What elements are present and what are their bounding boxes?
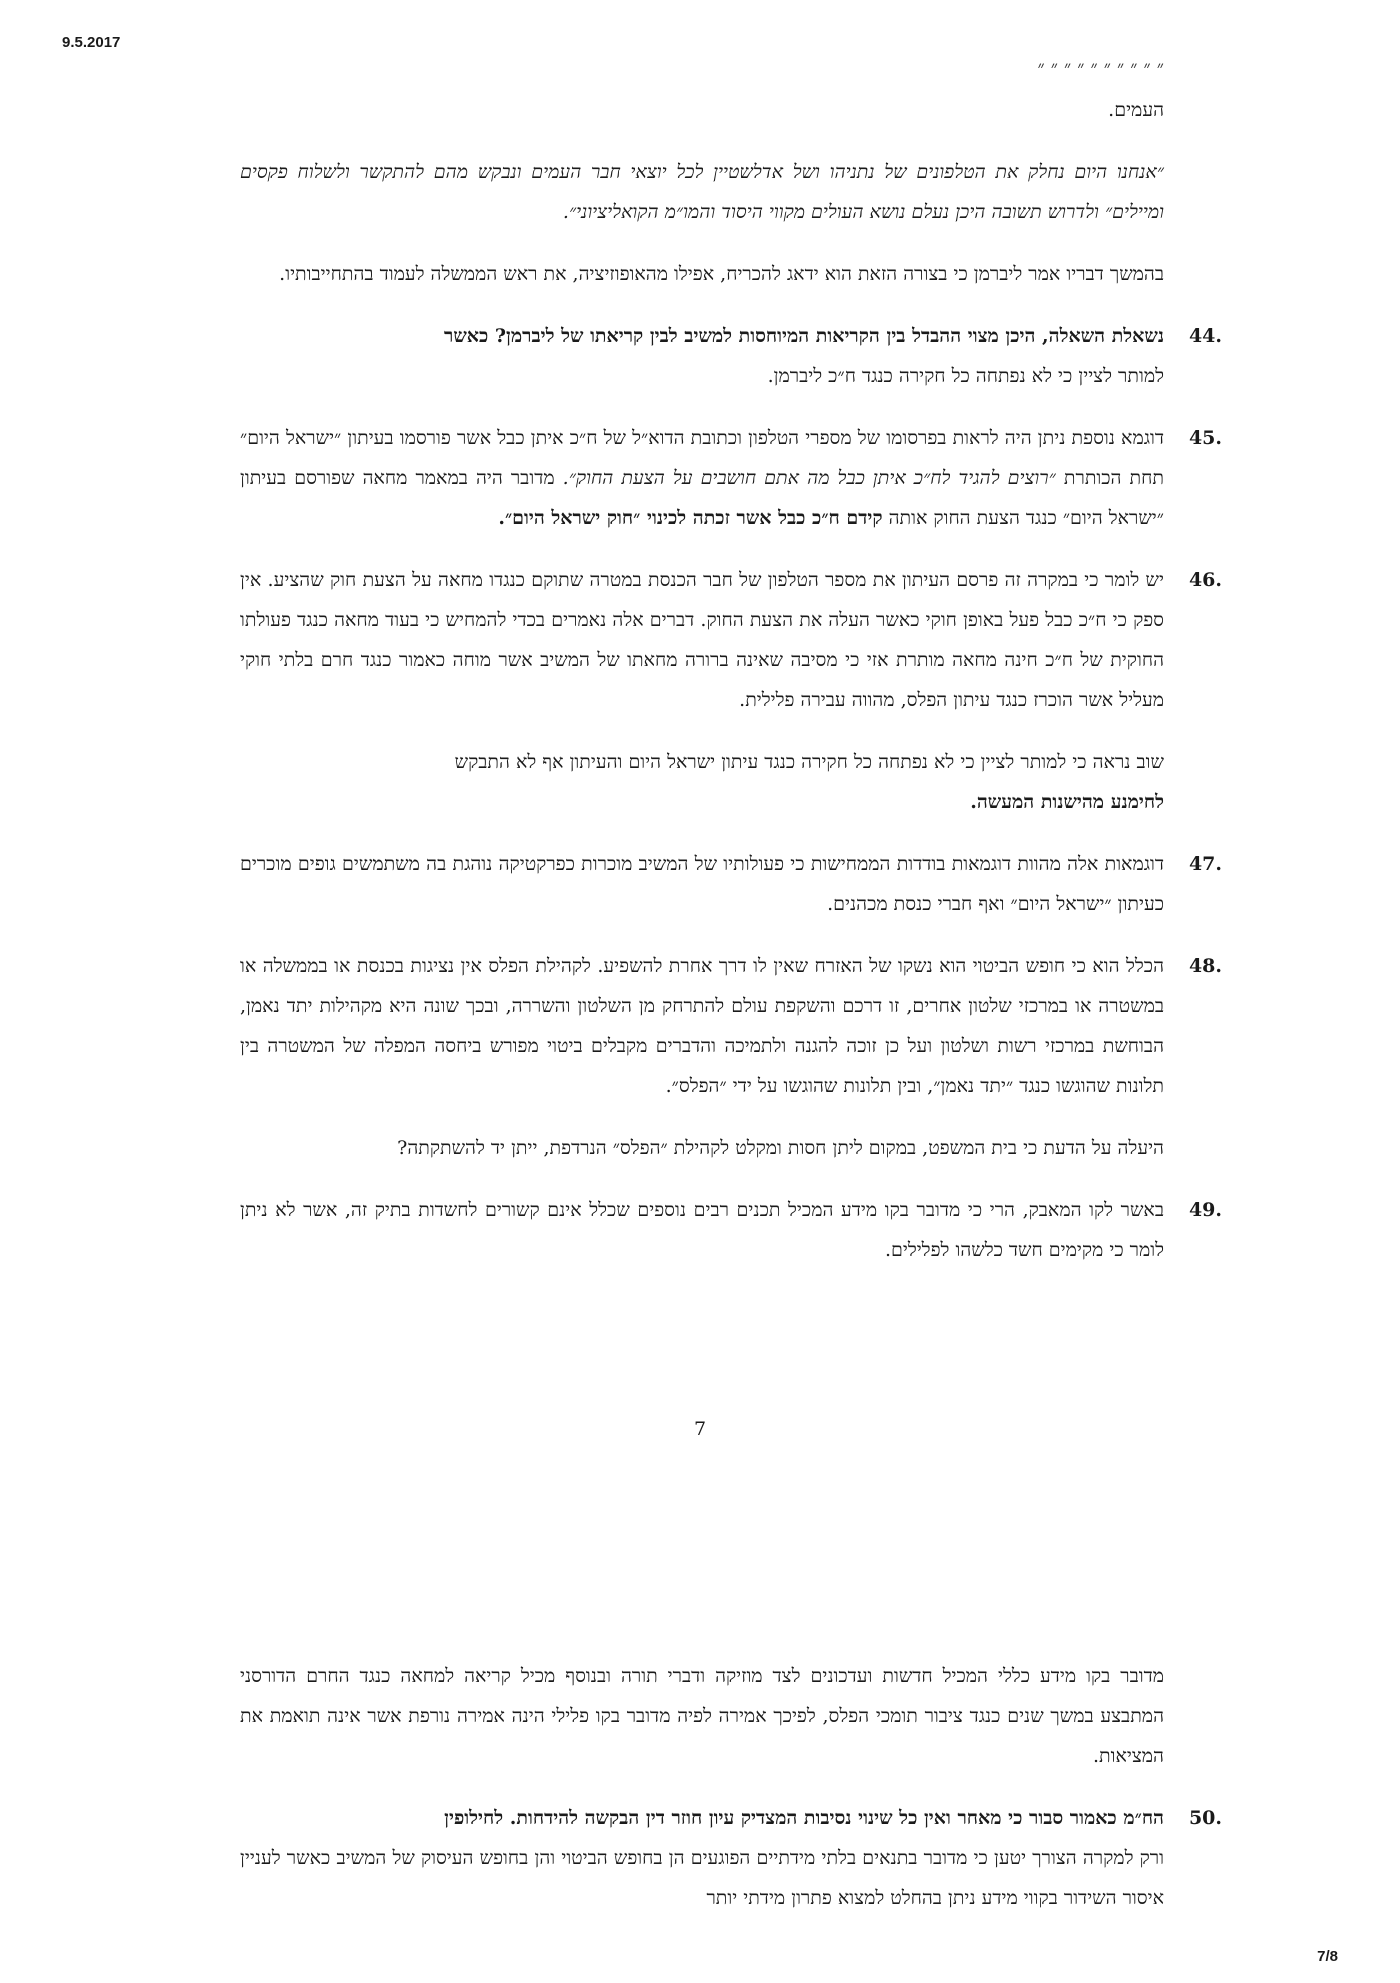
- document-body-upper: [240, 48, 1222, 1292]
- bold-text: הח״מ כאמור סבור כי מאחר ואין כל שינוי נסיבות המצדיק עיון חוזר דין הבקשה להידחות. לחילופין: [444, 1807, 1164, 1829]
- item-number: 45.: [1188, 427, 1222, 449]
- paragraph-text: שוב נראה כי למותר לציין כי לא נפתחה כל חקירה כנגד עיתון ישראל היום והעיתון אף לא התבקש: [454, 751, 1164, 773]
- date-stamp: 9.5.2017: [62, 34, 121, 51]
- item-number: 48.: [1188, 955, 1222, 977]
- paragraph: דוגמאות אלה מהוות דוגמאות בודדות הממחישות כי פעולותיו של המשיב מוכרות כפרקטיקה נוהגת בה משתמשים גופים מוכרים כעיתון ״ישראל היום״ ואף חברי כנסת מכהנים.: [240, 853, 1164, 915]
- quote-text: ״אנחנו היום נחלק את הטלפונים של נתניהו ושל אדלשטיין לכל יוצאי חבר העמים ונבקש מהם להתקשר ולשלוח פקסים ומיילים״ ולדרוש תשובה היכן נעלם נושא העולים מקווי היסוד והמו״מ הקואליציוני״.: [240, 161, 1164, 223]
- item-number: 47.: [1188, 853, 1222, 875]
- numbered-item-49: [240, 1190, 1222, 1270]
- paragraph: [240, 316, 1164, 396]
- paragraph-text: למותר לציין כי לא נפתחה כל חקירה כנגד ח״כ ליברמן.: [767, 365, 1164, 387]
- item-number: 50.: [1188, 1807, 1222, 1829]
- page-counter: 7/8: [1317, 1948, 1338, 1965]
- numbered-item-45: [240, 418, 1222, 538]
- paragraph: העמים.: [1108, 99, 1164, 121]
- paragraph: היעלה על הדעת כי בית המשפט, במקום ליתן חסות ומקלט לקהילת ״הפלס״ הנרדפת, ייתן יד להשתקתה?: [397, 1137, 1164, 1159]
- paragraph-text: דוגמא נוספת ניתן היה לראות בפרסומו של מספרי הטלפון וכתובת הדוא״ל של ח״כ איתן כבל אשר פורסמו בעיתון ״ישראל היום״ תחת הכותרת: [240, 427, 1164, 489]
- document-body-lower: [240, 1656, 1222, 1940]
- quote-text: ״רוצים להגיד לח״כ איתן כבל מה אתם חושבים על הצעת החוק״.: [562, 467, 1056, 489]
- paragraph: יש לומר כי במקרה זה פרסם העיתון את מספר הטלפון של חבר הכנסת במטרה שתוקם כנגדו מחאה על הצעת חוק שהציע. אין ספק כי ח״כ כבל פעל באופן חוקי כאשר העלה את הצעת החוק. דברים אלה נאמרים בכדי להמחיש כי בעוד מחאה כנגד פעולתו החוקית של ח״כ חינה מחאה מותרת אזי כי מסיבה שאינה ברורה מחאתו של המשיב אשר מוחה כאמור כנגד חרם בלתי חוקי מעליל אשר הוכרז כנגד עיתון הפלס, מהווה עבירה פלילית.: [240, 569, 1164, 711]
- paragraph: בהמשך דבריו אמר ליברמן כי בצורה הזאת הוא ידאג להכריח, אפילו מהאופוזיציה, את ראש הממשלה לעמוד בהתחייבותיו.: [279, 263, 1164, 285]
- item-number: 44.: [1188, 325, 1222, 347]
- numbered-item-48: [240, 946, 1222, 1168]
- paragraph: [240, 742, 1164, 822]
- paragraph: [240, 1798, 1164, 1918]
- bold-text: נשאלת השאלה, היכן מצוי ההבדל בין הקריאות המיוחסות למשיב לבין קריאתו של ליברמן? כאשר: [444, 325, 1164, 347]
- numbered-item-47: [240, 844, 1222, 924]
- paragraph: מדובר בקו מידע כללי המכיל חדשות ועדכונים לצד מוזיקה ודברי תורה ובנוסף מכיל קריאה למחאה כנגד החרם הדורסני המתבצע במשך שנים כנגד ציבור תומכי הפלס, לפיכך אמירה לפיה מדובר בקו פלילי הינה אמירה נורפת אשר אינה תואמת את המציאות.: [240, 1665, 1164, 1767]
- cut-off-line: ״ ״ ״ ״ ״ ״ ״ ״ ״ ״: [1037, 57, 1164, 68]
- numbered-item-44: [240, 316, 1222, 396]
- paragraph: [240, 418, 1164, 538]
- bold-text: לחימנע מהישנות המעשה.: [970, 791, 1164, 813]
- paragraph-text: מדובר היה במאמר מחאה שפורסם בעיתון ״ישראל היום״ כנגד הצעת החוק אותה: [240, 467, 1164, 529]
- numbered-item-50: [240, 1798, 1222, 1918]
- paragraph: באשר לקו המאבק, הרי כי מדובר בקו מידע המכיל תכנים רבים נוספים שכלל אינם קשורים לחשדות בתיק זה, אשר לא ניתן לומר כי מקימים חשד כלשהו לפלילים.: [240, 1199, 1164, 1261]
- item-number: 46.: [1188, 569, 1222, 591]
- numbered-item-46: [240, 560, 1222, 822]
- item-number: 49.: [1188, 1199, 1222, 1221]
- quote-paragraph: [240, 152, 1164, 232]
- page-number: 7: [693, 1418, 707, 1440]
- bold-text: קידם ח״כ כבל אשר זכתה לכינוי ״חוק ישראל היום״.: [498, 507, 883, 529]
- paragraph: הכלל הוא כי חופש הביטוי הוא נשקו של האזרח שאין לו דרך אחרת להשפיע. לקהילת הפלס אין נציגות בכנסת או בממשלה או במשטרה או במרכזי שלטון אחרים, זו דרכם והשקפת עולם להתרחק מן השלטון והשררה, ובכך שונה היא מקהילות יתד נאמן, הבוחשת במרכזי רשות ושלטון ועל כן זוכה להגנה ולתמיכה והדברים מקבלים ביטוי מפורש ביחסה המפלה של המשטרה בין תלונות שהוגשו כנגד ״יתד נאמן״, ובין תלונות שהוגשו על ידי ״הפלס״.: [240, 955, 1164, 1097]
- paragraph-text: ורק למקרה הצורך יטען כי מדובר בתנאים בלתי מידתיים הפוגעים הן בחופש הביטוי והן בחופש העיסוק של המשיב כאשר לעניין איסור השידור בקווי מידע ניתן בהחלט למצוא פתרון מידתי יותר: [240, 1847, 1165, 1909]
